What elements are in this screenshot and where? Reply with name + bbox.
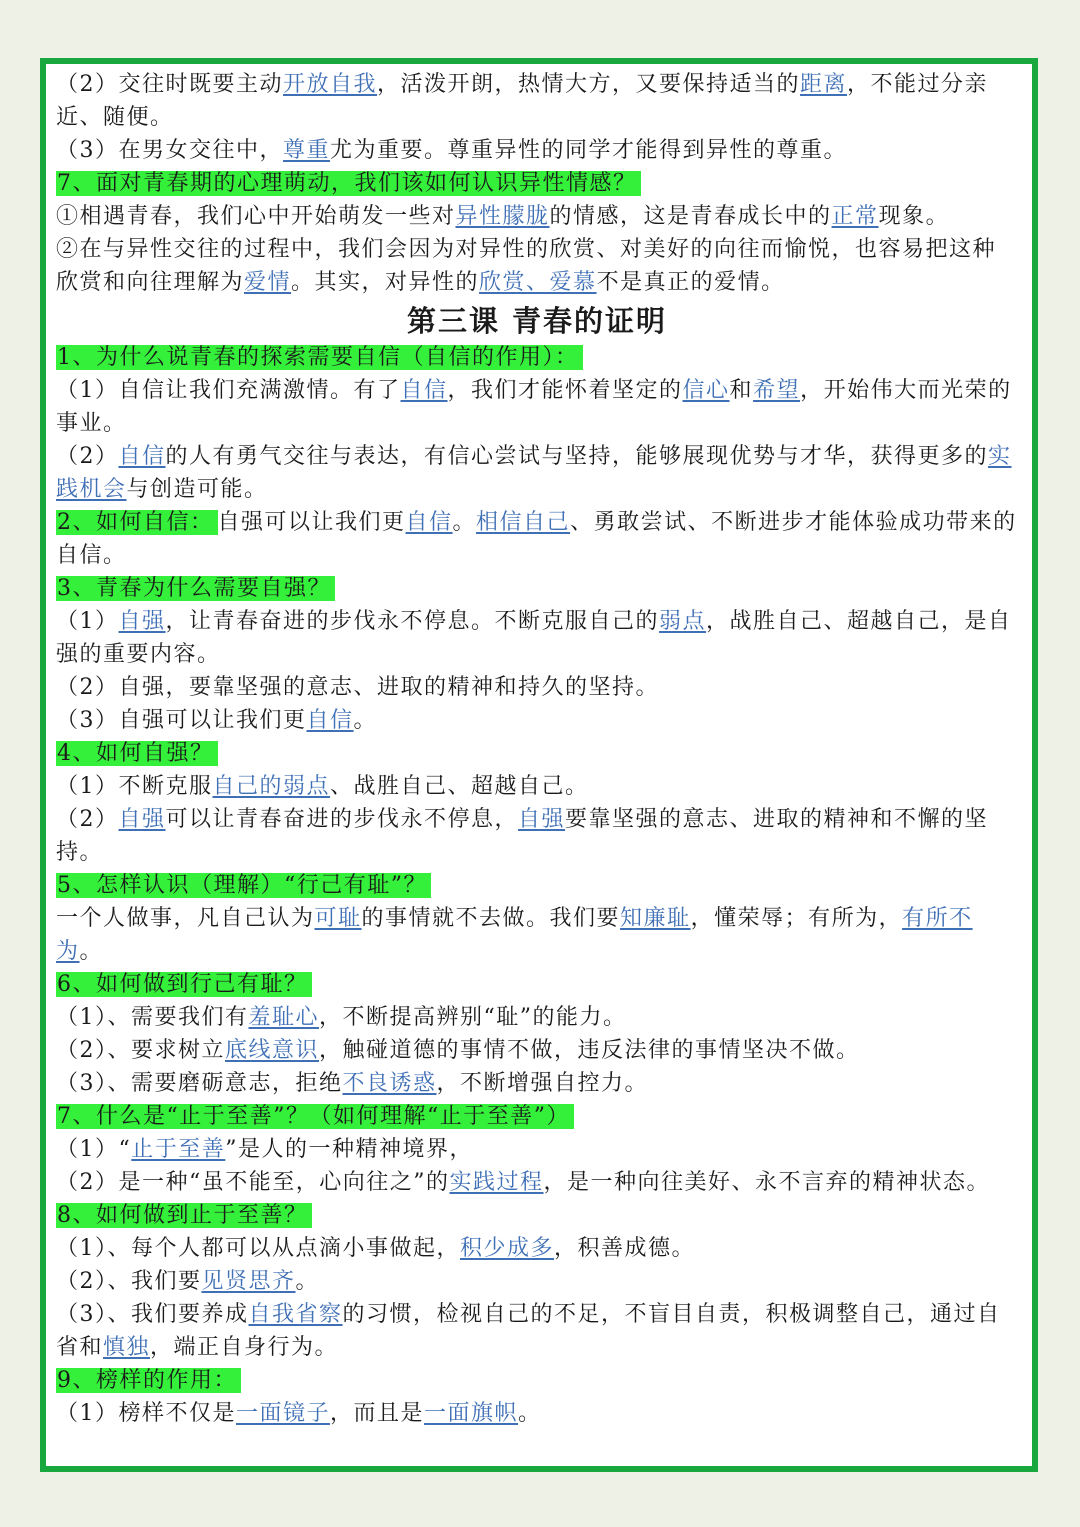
key-term: 实践过程 <box>449 1170 544 1195</box>
question-heading <box>56 341 1018 374</box>
question-highlight <box>56 171 641 196</box>
text-run: 的人有勇气交往与表达，有信心尝试与坚持，能够展现优势与才华，获得更多的 <box>165 444 989 469</box>
text-run: 。 <box>79 939 104 964</box>
text-run: ，而且是 <box>330 1401 425 1426</box>
key-term: 爱情 <box>244 270 292 295</box>
key-term: 自信 <box>405 510 453 535</box>
key-term: 自己的弱点 <box>212 774 331 799</box>
text-run: 9、榜样的作用： <box>57 1368 237 1393</box>
key-term: 有所不为 <box>56 906 973 964</box>
key-term: 底线意识 <box>225 1038 320 1063</box>
text-run: 可以让青春奋进的步伐永不停息， <box>165 807 519 832</box>
key-term: 见贤思齐 <box>201 1269 296 1294</box>
key-term: 信心 <box>682 378 730 403</box>
key-term: 自强 <box>118 807 166 832</box>
text-run: （2）是一种“虽不能至，心向往之”的 <box>56 1170 450 1195</box>
key-term: 自强 <box>518 807 566 832</box>
question-highlight <box>56 345 583 370</box>
key-term: 距离 <box>800 72 848 97</box>
text-run: ，让青春奋进的步伐永不停息。不断克服自己的 <box>165 609 660 634</box>
key-term: 积少成多 <box>460 1236 555 1261</box>
question-heading <box>56 1199 1018 1232</box>
text-run: ，我们才能怀着坚定的 <box>447 378 683 403</box>
key-term: 可耻 <box>314 906 362 931</box>
text-run: 、勇敢尝试、不断进步才能体验成功带来的自信。 <box>56 510 1017 568</box>
key-term: 自我省察 <box>248 1302 343 1327</box>
text-run: ，积善成德。 <box>554 1236 696 1261</box>
text-run: 。其实，对异性的 <box>291 270 480 295</box>
text-run: 的事情就不去做。我们要 <box>361 906 621 931</box>
text-run: （1）、每个人都可以从点滴小事做起， <box>56 1236 460 1261</box>
text-run: （3）在男女交往中， <box>56 138 283 163</box>
paragraph <box>56 1265 1018 1298</box>
text-run: 不是真正的爱情。 <box>596 270 785 295</box>
key-term: 知廉耻 <box>620 906 691 931</box>
text-run: 的情感，这是青春成长中的 <box>549 204 832 229</box>
text-run: ，懂荣辱；有所为， <box>690 906 903 931</box>
question-highlight <box>56 1203 312 1228</box>
key-term: 希望 <box>753 378 801 403</box>
text-run: （2）交往时既要主动 <box>56 72 283 97</box>
text-run: （3）自强可以让我们更 <box>56 708 307 733</box>
text-run: 6、如何做到行己有耻？ <box>57 972 308 997</box>
text-run: ，不断提高辨别“耻”的能力。 <box>319 1005 627 1030</box>
question-highlight <box>56 576 335 601</box>
key-term: 羞耻心 <box>248 1005 320 1030</box>
text-run: （1）“ <box>56 1137 132 1162</box>
text-run: （1）不断克服 <box>56 774 213 799</box>
key-term: 开放自我 <box>283 72 378 97</box>
question-heading <box>56 968 1018 1001</box>
question-heading <box>56 1364 1018 1397</box>
text-run: ①相遇青春，我们心中开始萌发一些对 <box>56 204 456 229</box>
text-run: ”是人的一种精神境界， <box>225 1137 474 1162</box>
paragraph <box>56 1166 1018 1199</box>
paragraph <box>56 1001 1018 1034</box>
key-term: 欣赏、爱慕 <box>479 270 597 295</box>
text-run: （3）、我们要养成 <box>56 1302 249 1327</box>
paragraph <box>56 1034 1018 1067</box>
paragraph <box>56 1067 1018 1100</box>
question-heading <box>56 737 1018 770</box>
question-heading <box>56 1100 1018 1133</box>
key-term: 一面镜子 <box>236 1401 331 1426</box>
lesson-title: 第三课 青春的证明 <box>406 304 668 338</box>
paragraph <box>56 233 1018 299</box>
question-highlight <box>56 972 312 997</box>
paragraph <box>56 1232 1018 1265</box>
key-term: 相信自己 <box>476 510 571 535</box>
text-run: ，是一种向往美好、永不言弃的精神状态。 <box>543 1170 991 1195</box>
text-run: 现象。 <box>878 204 950 229</box>
paragraph <box>56 68 1018 134</box>
paragraph <box>56 902 1018 968</box>
text-run: ，不断增强自控力。 <box>436 1071 649 1096</box>
text-run: ，战胜自己、超越自己，是自强的重要内容。 <box>56 609 1012 667</box>
text-run: ，触碰道德的事情不做，违反法律的事情坚决不做。 <box>319 1038 860 1063</box>
key-term: 尊重 <box>283 138 331 163</box>
key-term: 自信 <box>306 708 354 733</box>
text-run: 。 <box>353 708 378 733</box>
text-run: ，不能过分亲近、随便。 <box>56 72 989 130</box>
text-run: 1、为什么说青春的探索需要自信（自信的作用）： <box>57 345 579 370</box>
paragraph <box>56 200 1018 233</box>
text-run: （2）自强，要靠坚强的意志、进取的精神和持久的坚持。 <box>56 675 659 700</box>
text-run: （3）、需要磨砺意志，拒绝 <box>56 1071 343 1096</box>
question-heading <box>56 506 1018 572</box>
text-run: 4、如何自强？ <box>57 741 214 766</box>
text-run: （1） <box>56 609 119 634</box>
text-run: ，端正自身行为。 <box>150 1335 339 1360</box>
key-term: 实践机会 <box>56 444 1012 502</box>
question-highlight <box>56 1104 574 1129</box>
key-term: 弱点 <box>659 609 707 634</box>
key-term: 自信 <box>118 444 166 469</box>
question-heading <box>56 572 1018 605</box>
text-run: （2）、我们要 <box>56 1269 202 1294</box>
paragraph <box>56 134 1018 167</box>
paragraph <box>56 1298 1018 1364</box>
text-run: 7、面对青春期的心理萌动，我们该如何认识异性情感？ <box>57 171 637 196</box>
key-term: 慎独 <box>103 1335 151 1360</box>
text-run: （1）自信让我们充满激情。有了 <box>56 378 401 403</box>
text-run: （2） <box>56 444 119 469</box>
text-run: 。 <box>518 1401 542 1426</box>
text-run: 一个人做事，凡自己认为 <box>56 906 315 931</box>
paragraph <box>56 671 1018 704</box>
key-term: 不良诱惑 <box>342 1071 437 1096</box>
text-run: 要靠坚强的意志、进取的精神和不懈的坚持。 <box>56 807 989 865</box>
key-term: 止于至善 <box>131 1137 226 1162</box>
text-run: 和 <box>729 378 754 403</box>
text-run: （2） <box>56 807 119 832</box>
text-run: 7、什么是“止于至善”？（如何理解“止于至善”） <box>57 1104 570 1129</box>
paragraph <box>56 770 1018 803</box>
text-run: （1）、需要我们有 <box>56 1005 249 1030</box>
key-term: 异性朦胧 <box>455 204 550 229</box>
text-run: ②在与异性交往的过程中，我们会因为对异性的欣赏、对美好的向往而愉悦，也容易把这种欣赏和向往理解为 <box>56 237 997 295</box>
paragraph <box>56 1397 1018 1430</box>
key-term: 自信 <box>400 378 448 403</box>
question-highlight <box>56 873 431 898</box>
question-heading <box>56 167 1018 200</box>
paragraph <box>56 374 1018 440</box>
paragraph <box>56 704 1018 737</box>
text-run: 尤为重要。尊重异性的同学才能得到异性的尊重。 <box>330 138 848 163</box>
text-run: ，活泼开朗，热情大方，又要保持适当的 <box>377 72 801 97</box>
paragraph <box>56 605 1018 671</box>
text-run: 。 <box>452 510 477 535</box>
key-term: 正常 <box>831 204 879 229</box>
text-run: （2）、要求树立 <box>56 1038 225 1063</box>
question-highlight <box>56 1368 241 1393</box>
question-highlight: 2、如何自信： <box>56 510 218 535</box>
text-run: ，开始伟大而光荣的事业。 <box>56 378 1012 436</box>
text-run: 8、如何做到止于至善？ <box>57 1203 308 1228</box>
text-run: 3、青春为什么需要自强？ <box>57 576 331 601</box>
question-heading <box>56 869 1018 902</box>
text-run: 5、怎样认识（理解）“行己有耻”？ <box>57 873 427 898</box>
text-run: 自强可以让我们更 <box>217 510 406 535</box>
paragraph <box>56 440 1018 506</box>
text-run: （1）榜样不仅是 <box>56 1401 236 1426</box>
text-run: 的习惯，检视自己的不足，不盲目自责，积极调整自己，通过自省和 <box>56 1302 1001 1360</box>
text-run: 、战胜自己、超越自己。 <box>330 774 589 799</box>
question-highlight <box>56 741 218 766</box>
text-run: 。 <box>295 1269 320 1294</box>
paragraph <box>56 803 1018 869</box>
document-page <box>40 58 1038 1472</box>
key-term: 一面旗帜 <box>424 1401 519 1426</box>
paragraph <box>56 1133 1018 1166</box>
document-content <box>56 68 1018 1430</box>
text-run: 与创造可能。 <box>126 477 268 502</box>
key-term: 自强 <box>118 609 166 634</box>
